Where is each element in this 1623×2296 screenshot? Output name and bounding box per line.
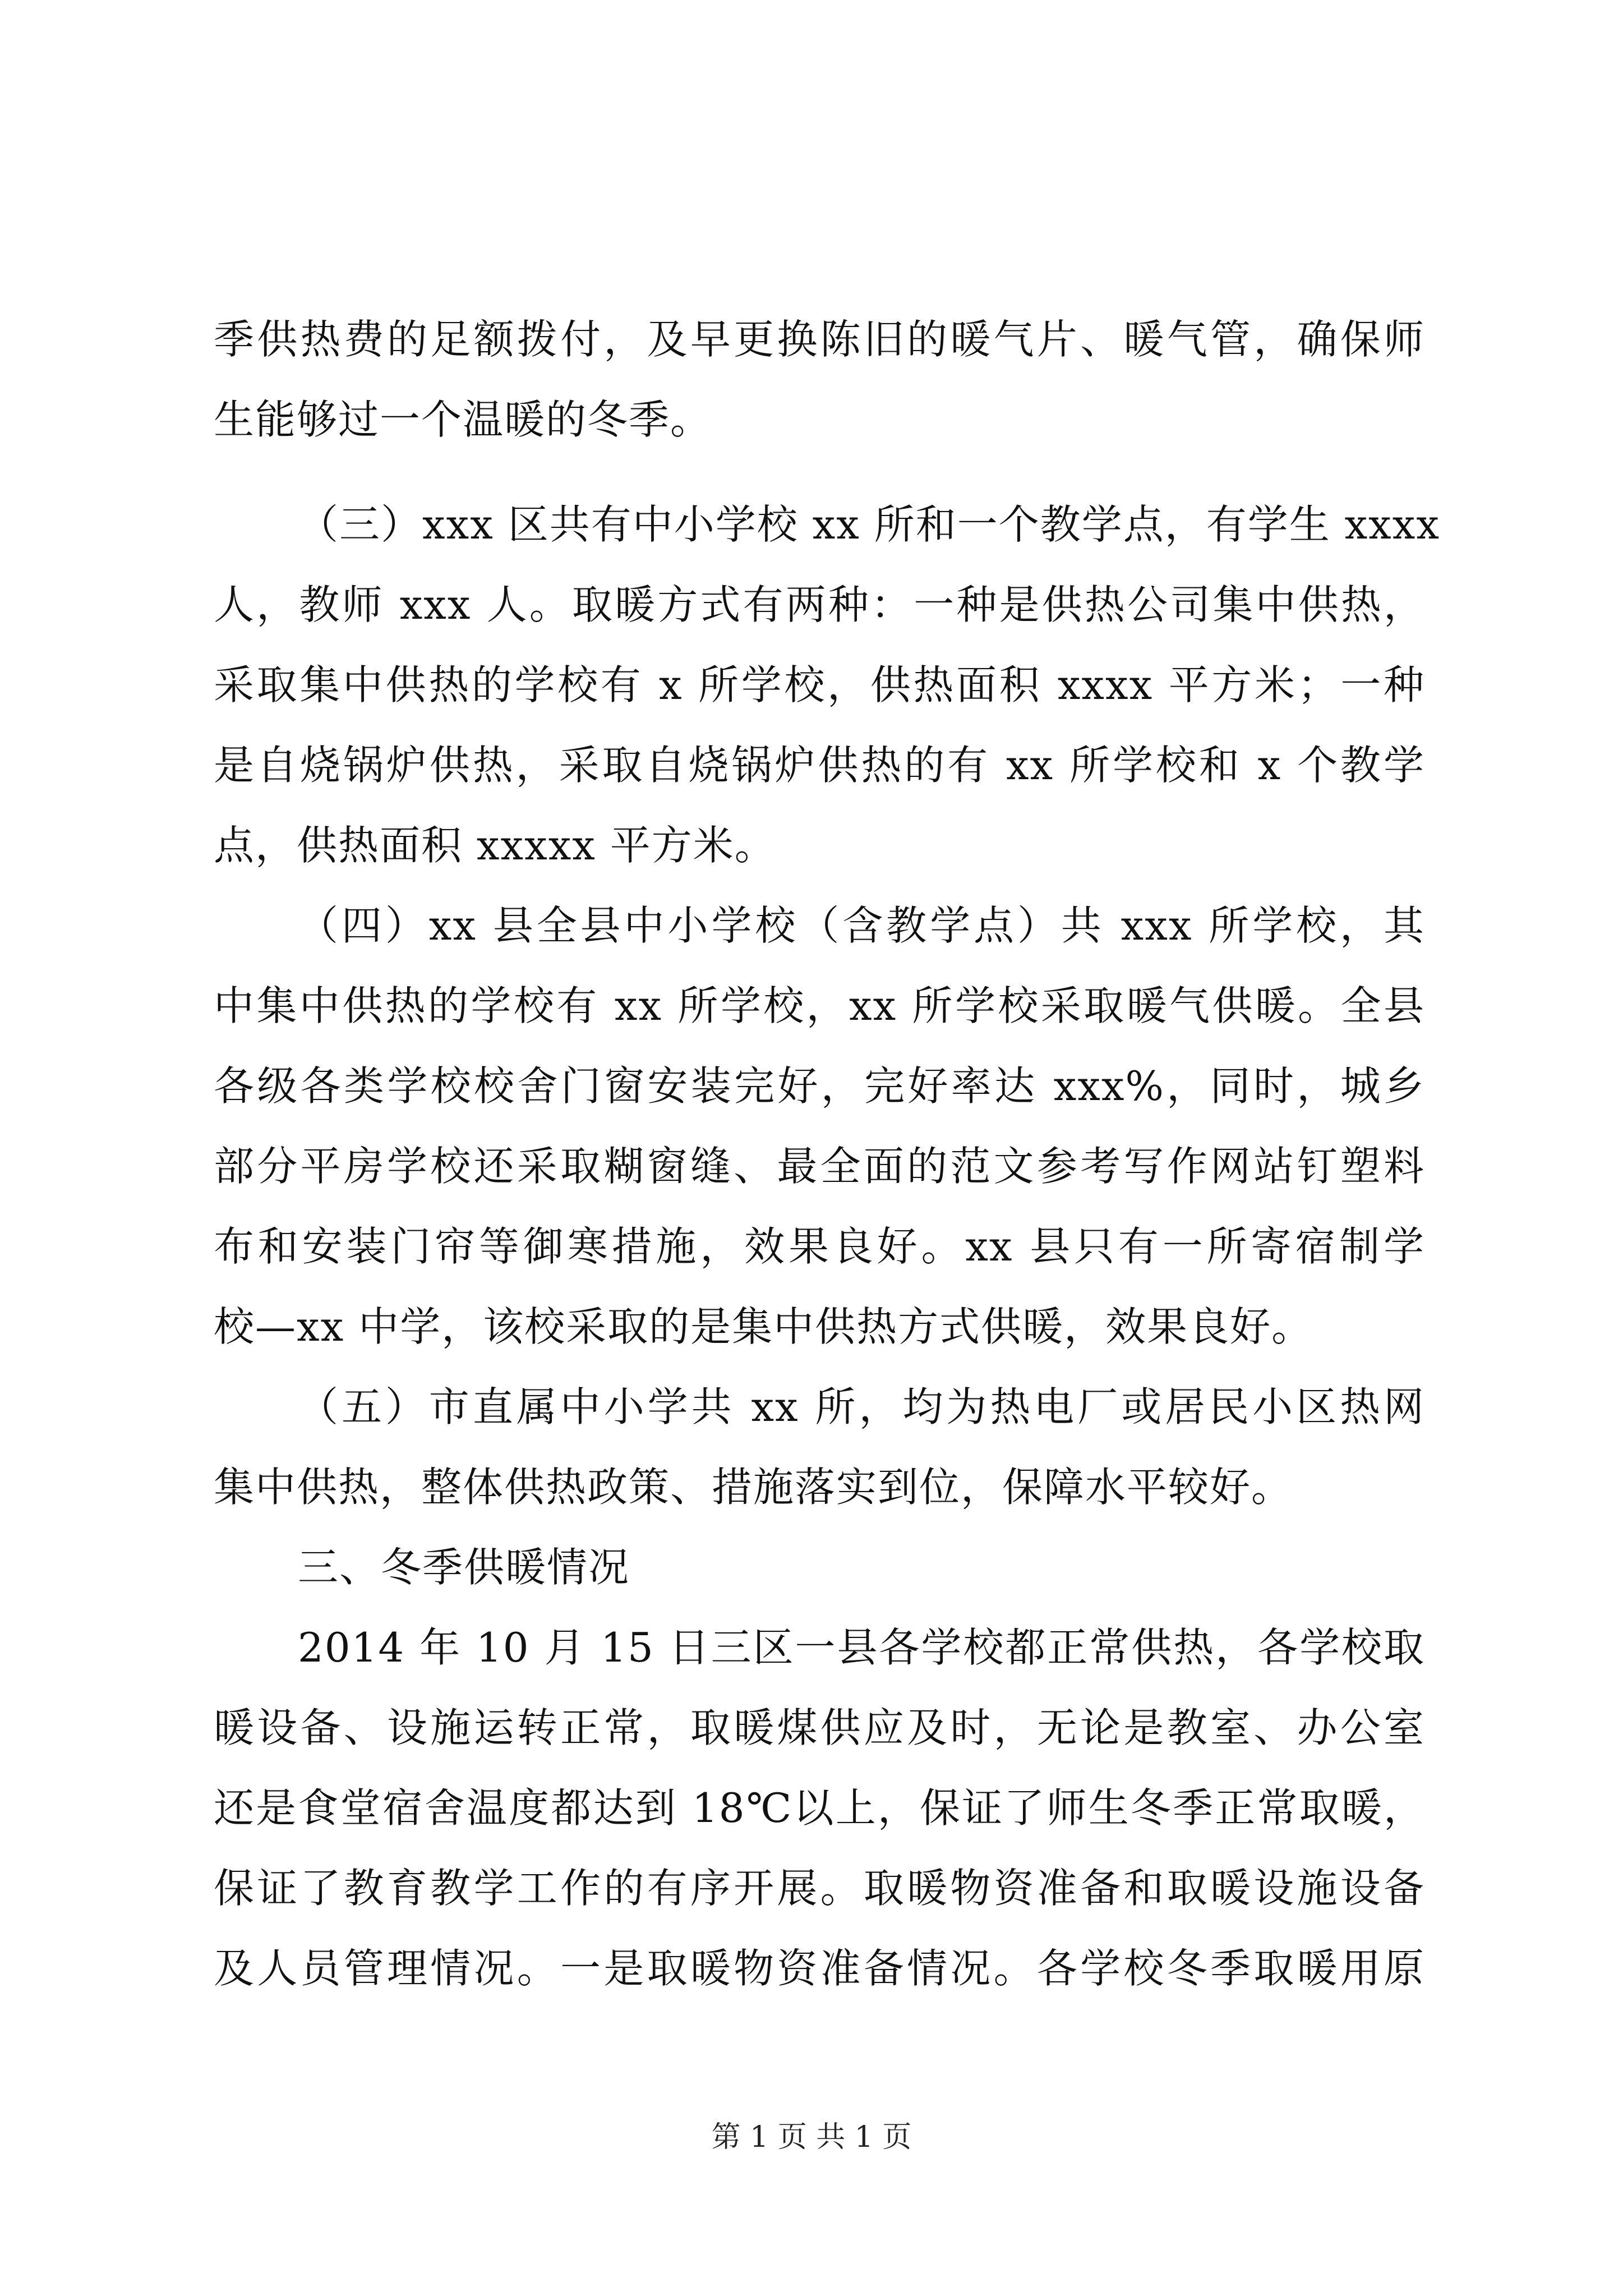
text-line: 点，供热面积 xxxxx 平方米。 — [214, 822, 776, 869]
text-line: 各级各类学校校舍门窗安装完好，完好率达 xxx%，同时，城乡 — [214, 1062, 1425, 1110]
page-footer: 第 1 页 共 1 页 — [711, 2120, 912, 2154]
text-line: 布和安装门帘等御寒措施，效果良好。xx 县只有一所寄宿制学 — [214, 1223, 1425, 1270]
text-line: 中集中供热的学校有 xx 所学校，xx 所学校采取暖气供暖。全县 — [214, 982, 1425, 1029]
text-line: 是自烧锅炉供热，采取自烧锅炉供热的有 xx 所学校和 x 个教学 — [214, 742, 1425, 789]
text-line: 保证了教育教学工作的有序开展。取暖物资准备和取暖设施设备 — [214, 1865, 1425, 1912]
text-line: （四）xx 县全县中小学校（含教学点）共 xxx 所学校，其 — [298, 902, 1425, 949]
text-line: 采取集中供热的学校有 x 所学校，供热面积 xxxx 平方米；一种 — [214, 661, 1425, 708]
text-line: 生能够过一个温暖的冬季。 — [214, 396, 712, 443]
text-line: 及人员管理情况。一是取暖物资准备情况。各学校冬季取暖用原 — [214, 1945, 1425, 1992]
text-line: 还是食堂宿舍温度都达到 18℃以上，保证了师生冬季正常取暖， — [214, 1784, 1425, 1832]
text-line: 2014 年 10 月 15 日三区一县各学校都正常供热，各学校取 — [298, 1624, 1425, 1671]
text-line: （三）xxx 区共有中小学校 xx 所和一个教学点，有学生 xxxx — [298, 501, 1440, 548]
text-line: 暖设备、设施运转正常，取暖煤供应及时，无论是教室、办公室 — [214, 1704, 1425, 1751]
text-line: 集中供热，整体供热政策、措施落实到位，保障水平较好。 — [214, 1464, 1293, 1511]
text-line: （五）市直属中小学共 xx 所，均为热电厂或居民小区热网 — [298, 1383, 1425, 1430]
text-line: 人，教师 xxx 人。取暖方式有两种：一种是供热公司集中供热， — [214, 581, 1425, 628]
section-heading: 三、冬季供暖情况 — [298, 1544, 630, 1591]
text-line: 校—xx 中学，该校采取的是集中供热方式供暖，效果良好。 — [214, 1303, 1313, 1350]
text-line: 部分平房学校还采取糊窗缝、最全面的范文参考写作网站钉塑料 — [214, 1143, 1425, 1190]
text-line: 季供热费的足额拨付，及早更换陈旧的暖气片、暖气管，确保师 — [214, 316, 1425, 363]
